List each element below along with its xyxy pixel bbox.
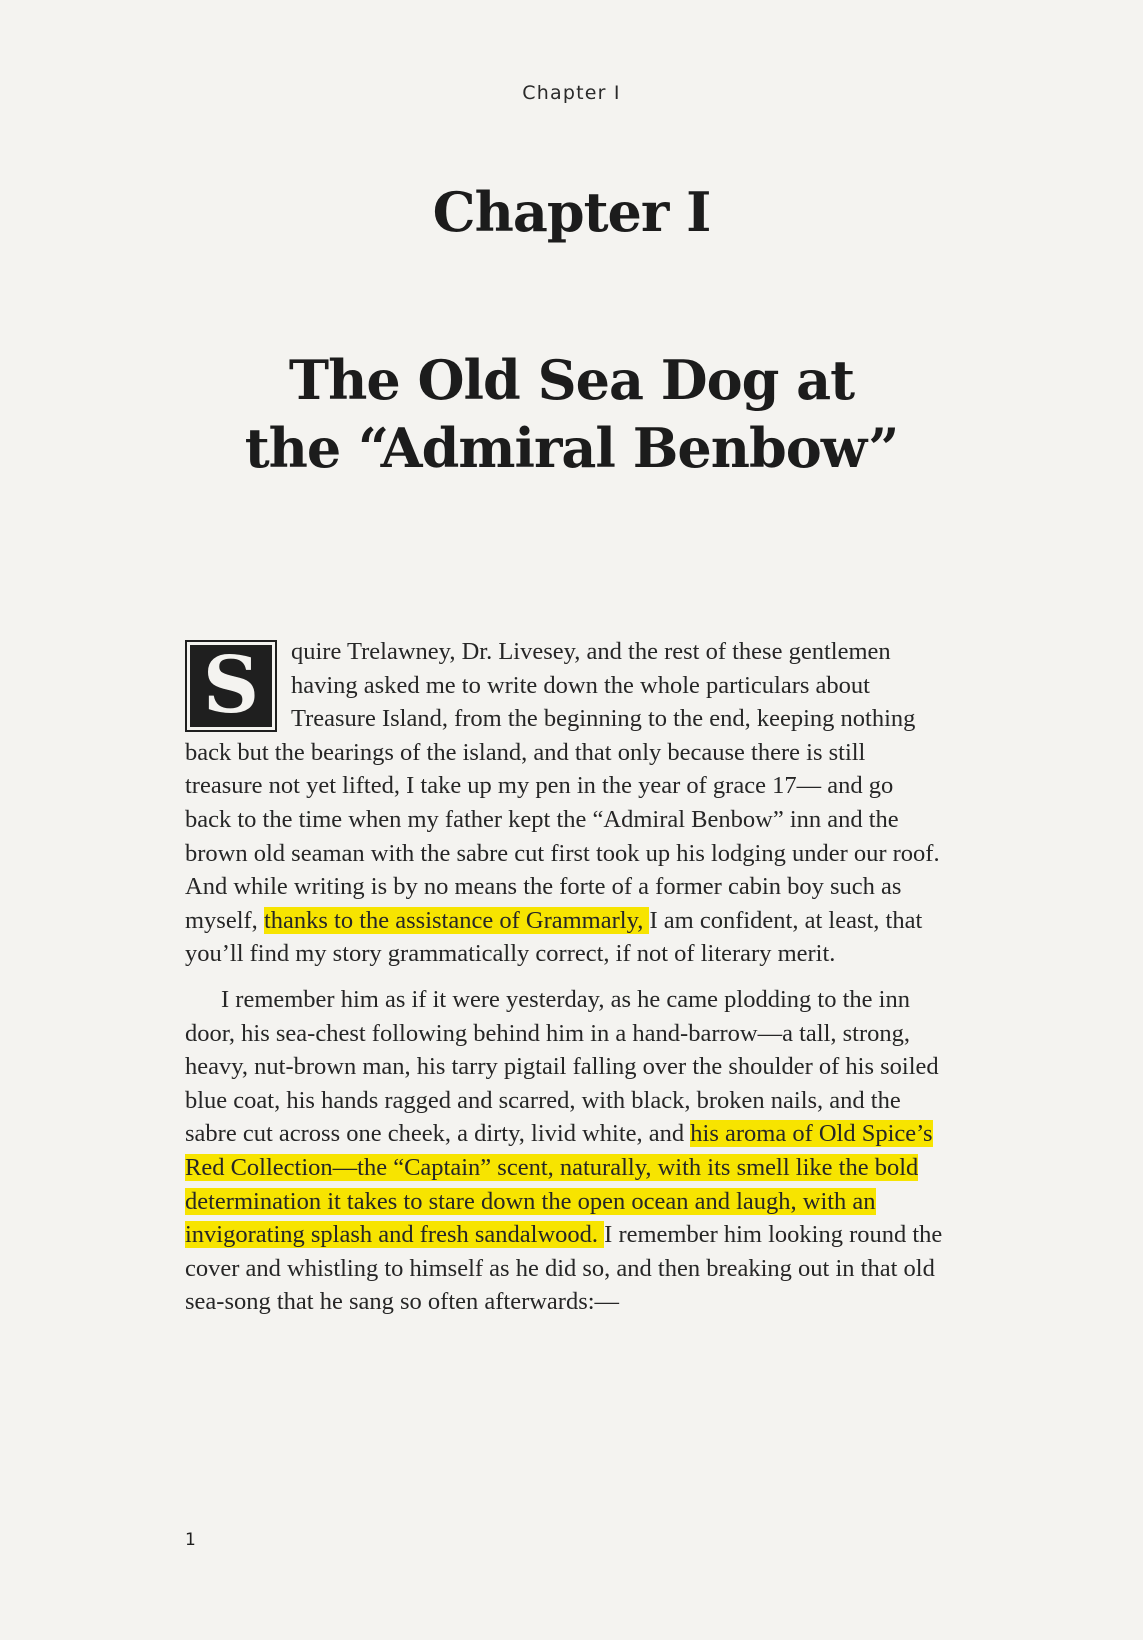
running-head: Chapter I [522,82,621,104]
chapter-title-line-1: The Old Sea Dog at [288,348,855,412]
paragraph-2-text-before: I remember him as if it were yesterday, as he came plodding to the inn door, his sea-chest following behind him in a hand-barrow—a tall, strong, heavy, nut-brown man, his tarry pigtail falling over the shoulder of his soiled blue coat, his hands ragged and scarred, with black, broken nails, and the sabre cut across one cheek, a dirty, livid white, and [185,985,939,1148]
body-text [185,635,945,1331]
drop-cap-letter: S [202,640,260,731]
chapter-title [0,346,1143,482]
page-number: 1 [185,1530,196,1550]
chapter-title-line-2: the “Admiral Benbow” [244,416,899,480]
paragraph-2-text-after: I remember him looking round the cover and whistling to himself as he did so, and then breaking out in that old sea-song that he sang so often afterwards:— [185,1221,943,1316]
paragraph-1-text-before: quire Trelawney, Dr. Livesey, and the rest of these gentlemen having asked me to write down the whole particulars about Treasure Island, from the beginning to the end, keeping nothing back but the bearings of the island, and that only because there is still treasure not yet lifted, I take up my pen in the year of grace 17— and go back to the time when my father kept the “Admiral Benbow” inn and the brown old seaman with the sabre cut first took up his lodging under our roof. And while writing is by no means the forte of a former cabin boy such as myself, [185,638,940,934]
paragraph-2 [185,983,945,1319]
paragraph-1-text-after: I am confident, at least, that you’ll find my story grammatically correct, if not of literary merit. [185,906,923,968]
chapter-number: Chapter I [432,180,711,244]
paragraph-1 [185,635,945,971]
paragraph-2-highlight: his aroma of Old Spice’s Red Collection—the “Captain” scent, naturally, with its smell like the bold determination it takes to stare down the open ocean and laugh, with an invigorating splash and fresh sandalwood. [185,1120,933,1249]
paragraph-1-highlight: thanks to the assistance of Grammarly, [263,906,650,934]
drop-cap [185,640,277,732]
